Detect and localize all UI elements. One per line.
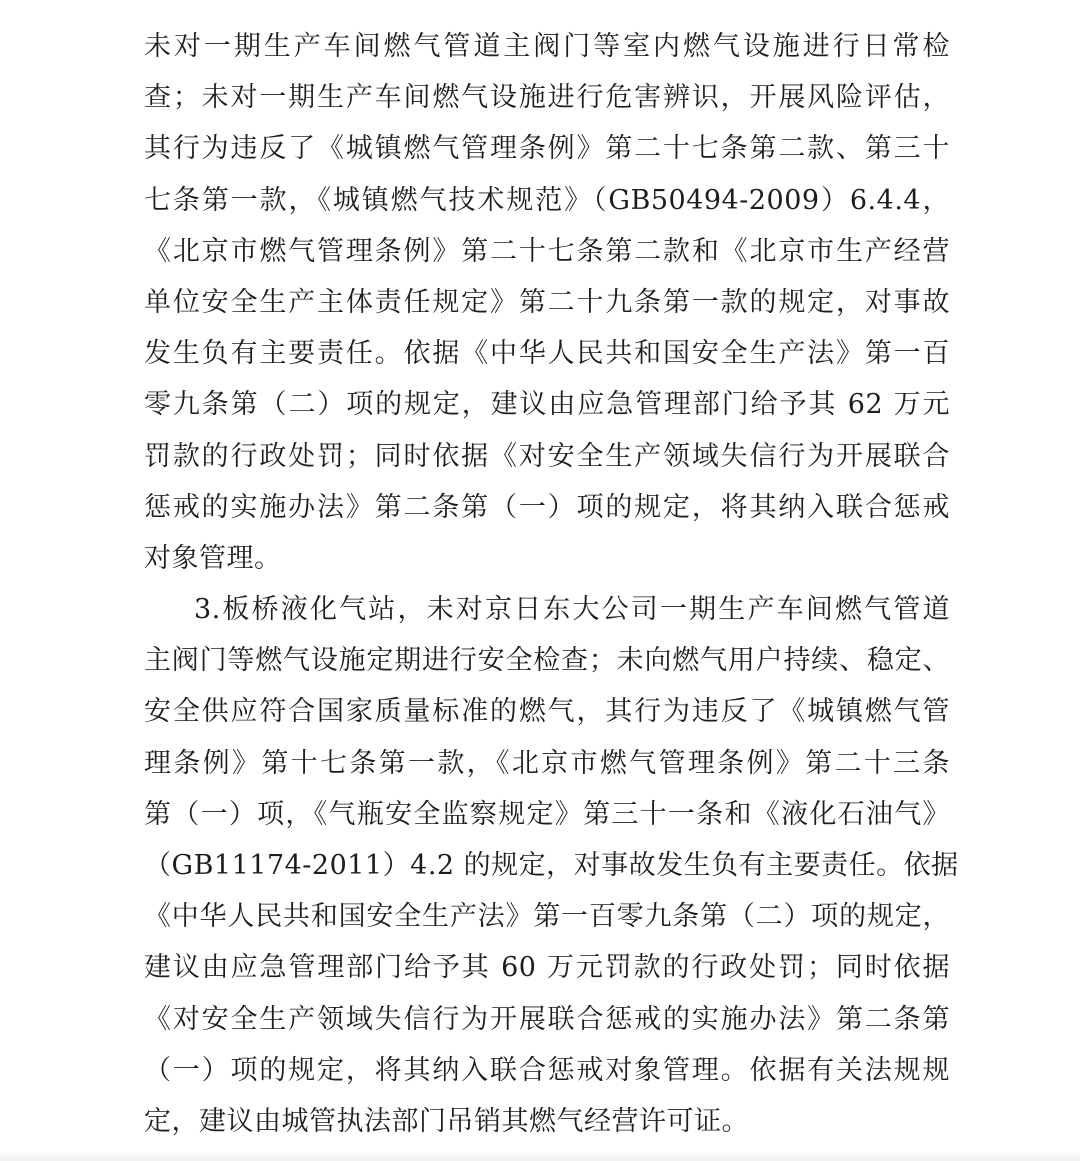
paragraph bbox=[144, 21, 950, 584]
text-line: 未对一期生产车间燃气管道主阀门等室内燃气设施进行日常检 bbox=[144, 31, 950, 62]
text-line: 理条例》第十七条第一款，《北京市燃气管理条例》第二十三条 bbox=[144, 747, 950, 779]
text-line: 《对安全生产领域失信行为开展联合惩戒的实施办法》第二条第 bbox=[144, 1003, 950, 1035]
text-line: 单位安全生产主体责任规定》第二十九条第一款的规定，对事故 bbox=[144, 286, 950, 318]
text-line: 发生负有主要责任。依据《中华人民共和国安全生产法》第一百 bbox=[144, 338, 950, 370]
text-line: 罚款的行政处罚；同时依据《对安全生产领域失信行为开展联合 bbox=[144, 440, 950, 472]
text-line: 定，建议由城管执法部门吊销其燃气经营许可证。 bbox=[144, 1105, 749, 1137]
text-line: 查；未对一期生产车间燃气设施进行危害辨识，开展风险评估， bbox=[144, 82, 950, 114]
text-line: 安全供应符合国家质量标准的燃气，其行为违反了《城镇燃气管 bbox=[144, 696, 950, 728]
text-line: 建议由应急管理部门给予其 60 万元罚款的行政处罚；同时依据 bbox=[144, 952, 950, 984]
scan-edge-shading bbox=[0, 1151, 1080, 1161]
text-line: 主阀门等燃气设施定期进行安全检查；未向燃气用户持续、稳定、 bbox=[144, 645, 950, 677]
text-line: 对象管理。 bbox=[144, 542, 282, 574]
document-body bbox=[144, 21, 959, 1147]
text-line: 零九条第（二）项的规定，建议由应急管理部门给予其 62 万元 bbox=[144, 389, 950, 421]
text-line: 《北京市燃气管理条例》第二十七条第二款和《北京市生产经营 bbox=[144, 235, 950, 267]
text-line: 七条第一款，《城镇燃气技术规范》（GB50494-2009）6.4.4， bbox=[144, 184, 950, 216]
text-line: 其行为违反了《城镇燃气管理条例》第二十七条第二款、第三十 bbox=[144, 133, 950, 165]
text-line: 《中华人民共和国安全生产法》第一百零九条第（二）项的规定， bbox=[144, 901, 950, 933]
text-line: 3.板桥液化气站，未对京日东大公司一期生产车间燃气管道 bbox=[194, 594, 950, 626]
text-line: 惩戒的实施办法》第二条第（一）项的规定，将其纳入联合惩戒 bbox=[144, 491, 950, 523]
paragraph bbox=[144, 584, 959, 1147]
text-line: （GB11174-2011）4.2 的规定，对事故发生负有主要责任。依据 bbox=[144, 850, 959, 881]
text-line: 第（一）项，《气瓶安全监察规定》第三十一条和《液化石油气》 bbox=[144, 798, 950, 830]
text-line: （一）项的规定，将其纳入联合惩戒对象管理。依据有关法规规 bbox=[144, 1054, 950, 1086]
